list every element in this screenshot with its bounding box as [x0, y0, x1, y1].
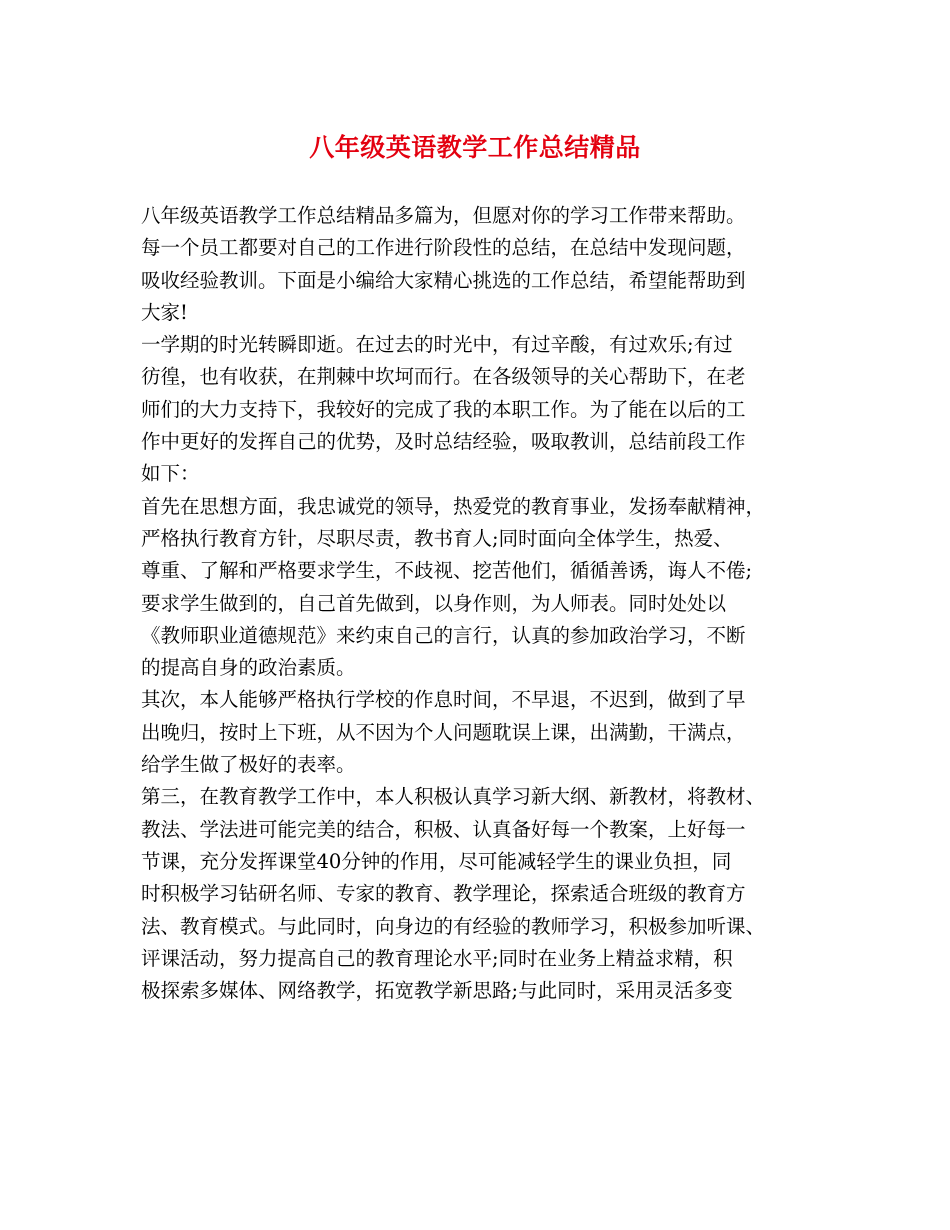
body-line: 师们的大力支持下，我较好的完成了我的本职工作。为了能在以后的工 [141, 397, 746, 421]
document-body [141, 200, 831, 1007]
body-line: 每一个员工都要对自己的工作进行阶段性的总结，在总结中发现问题， [141, 236, 746, 260]
body-line: 第三，在教育教学工作中，本人积极认真学习新大纲、新教材，将教材、 [141, 785, 766, 809]
body-line: 要求学生做到的，自己首先做到，以身作则，为人师表。同时处处以 [141, 591, 727, 615]
body-line: 的提高自身的政治素质。 [141, 656, 356, 680]
body-line: 彷徨，也有收获，在荆棘中坎坷而行。在各级领导的关心帮助下，在老 [141, 365, 746, 389]
body-line: 法、教育模式。与此同时，向身边的有经验的教师学习，积极参加听课、 [141, 914, 766, 938]
body-line: 严格执行教育方针，尽职尽责，教书育人;同时面向全体学生，热爱、 [141, 526, 733, 550]
body-line: 《教师职业道德规范》来约束自己的言行，认真的参加政治学习，不断 [141, 623, 746, 647]
body-line: 作中更好的发挥自己的优势，及时总结经验，吸取教训，总结前段工作 [141, 430, 746, 454]
body-line: 极探索多媒体、网络教学，拓宽教学新思路;与此同时，采用灵活多变 [141, 979, 733, 1003]
body-line: 给学生做了极好的表率。 [141, 753, 356, 777]
body-line: 时积极学习钻研名师、专家的教育、教学理论，探索适合班级的教育方 [141, 882, 746, 906]
body-line: 节课，充分发挥课堂40分钟的作用，尽可能减轻学生的课业负担，同 [141, 849, 732, 873]
body-line: 首先在思想方面，我忠诚党的领导，热爱党的教育事业，发扬奉献精神， [141, 494, 766, 518]
document-title: 八年级英语教学工作总结精品 [309, 133, 641, 162]
body-line: 如下： [141, 462, 200, 486]
body-line: 八年级英语教学工作总结精品多篇为，但愿对你的学习工作带来帮助。 [141, 204, 746, 227]
body-line: 教法、学法进可能完美的结合，积极、认真备好每一个教案，上好每一 [141, 817, 746, 841]
body-line: 一学期的时光转瞬即逝。在过去的时光中，有过辛酸，有过欢乐;有过 [141, 333, 733, 357]
body-line: 尊重、了解和严格要求学生，不歧视、挖苦他们，循循善诱，诲人不倦; [141, 559, 753, 583]
body-line: 大家! [141, 300, 188, 324]
body-line: 出晚归，按时上下班，从不因为个人问题耽误上课，出满勤，干满点， [141, 720, 746, 744]
body-line: 其次，本人能够严格执行学校的作息时间，不早退，不迟到，做到了早 [141, 688, 746, 712]
body-line: 评课活动，努力提高自己的教育理论水平;同时在业务上精益求精，积 [141, 946, 733, 970]
body-line: 吸收经验教训。下面是小编给大家精心挑选的工作总结，希望能帮助到 [141, 268, 746, 292]
